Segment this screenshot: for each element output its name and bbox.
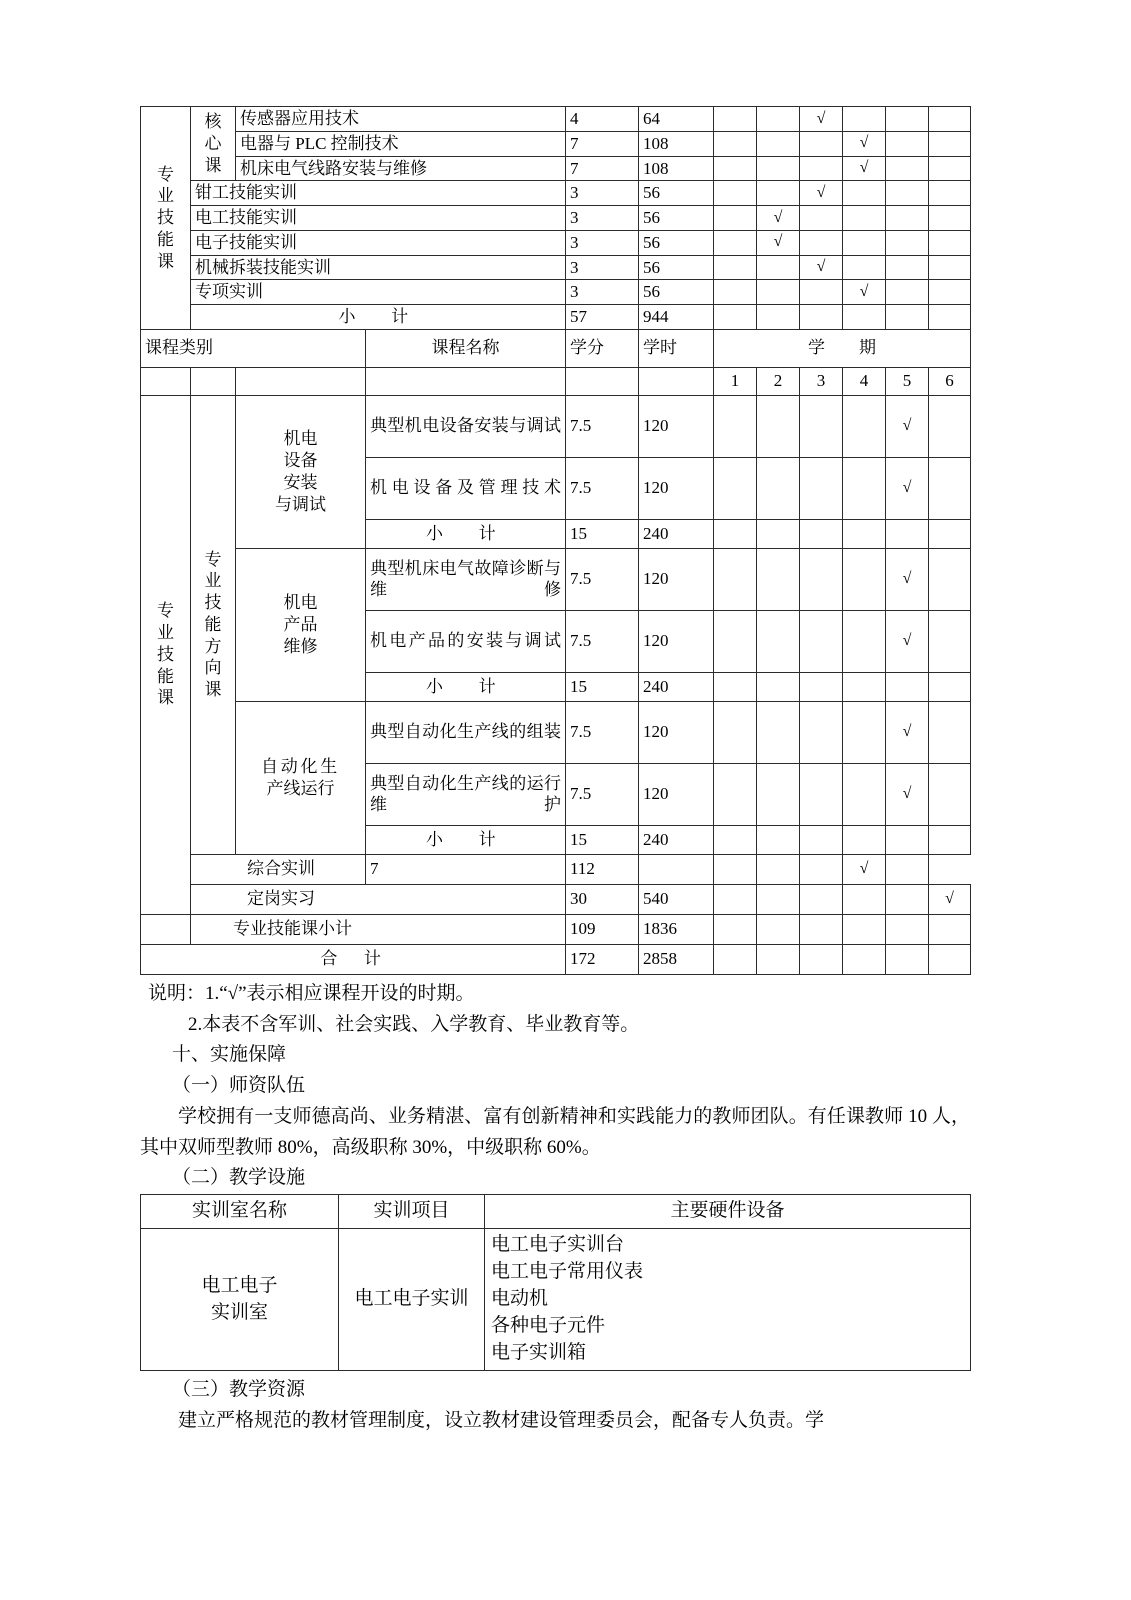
semester-cell-4	[843, 519, 886, 548]
semester-cell-2	[757, 131, 800, 156]
semester-cell-5	[886, 107, 929, 132]
semester-cell-1	[714, 610, 757, 672]
table-row	[141, 854, 971, 884]
semester-cell-3	[757, 854, 800, 884]
semester-cell-2	[757, 701, 800, 763]
course-credits: 3	[566, 181, 639, 206]
semester-cell-6	[929, 519, 971, 548]
course-credits: 3	[566, 206, 639, 231]
semester-cell-2	[757, 548, 800, 610]
semester-cell-1	[714, 156, 757, 181]
subsection-heading-1: （一）师资队伍	[172, 1075, 306, 1097]
grand-total-label: 合 计	[141, 944, 566, 974]
semester-cell-5: √	[843, 854, 886, 884]
table-row	[141, 255, 971, 280]
semester-cell-5	[886, 914, 929, 944]
semester-cell-6	[929, 610, 971, 672]
semester-cell-4	[843, 305, 886, 330]
semester-cell-4	[843, 548, 886, 610]
table-subheader-row	[141, 367, 971, 395]
course-credits: 7.5	[566, 548, 639, 610]
equipment-item: 电工电子实训台	[491, 1234, 625, 1256]
semester-cell-2	[757, 280, 800, 305]
semester-cell-3	[800, 763, 843, 825]
semester-cell-5	[886, 255, 929, 280]
course-name: 机电产品的安装与调试	[366, 610, 566, 672]
table-row-subtotal	[141, 914, 971, 944]
semester-cell-5	[886, 156, 929, 181]
course-name: 电工技能实训	[191, 206, 566, 231]
grand-total-hours: 2858	[639, 944, 714, 974]
header-course-name: 课程名称	[366, 329, 566, 367]
semester-cell-5: √	[886, 701, 929, 763]
header-hours: 学时	[639, 329, 714, 367]
header-semester-5: 5	[886, 367, 929, 395]
category-cell-core: 专 业 技 能 课	[141, 107, 191, 330]
semester-cell-3	[800, 206, 843, 231]
course-credits: 3	[566, 255, 639, 280]
semester-cell-5	[886, 519, 929, 548]
semester-cell-4	[843, 825, 886, 854]
subtotal-label: 专业技能课小计	[191, 914, 566, 944]
semester-cell-5	[886, 181, 929, 206]
header-semester-6: 6	[929, 367, 971, 395]
semester-cell-6	[929, 230, 971, 255]
semester-cell-2	[757, 763, 800, 825]
course-name: 综合实训	[191, 854, 366, 884]
semester-cell-3	[800, 884, 843, 914]
semester-cell-3	[800, 944, 843, 974]
semester-cell-6	[929, 181, 971, 206]
header-spacer-a	[141, 367, 191, 395]
table-row-subtotal	[141, 305, 971, 330]
semester-cell-4	[800, 854, 843, 884]
semester-cell-2	[757, 519, 800, 548]
course-credits: 7.5	[566, 457, 639, 519]
semester-cell-2	[757, 672, 800, 701]
semester-cell-6	[929, 156, 971, 181]
course-hours: 540	[639, 884, 714, 914]
semester-cell-4	[843, 206, 886, 231]
header-semester-3: 3	[800, 367, 843, 395]
course-name: 典型机床电气故障诊断与维修	[366, 548, 566, 610]
semester-cell-2	[757, 107, 800, 132]
course-credits: 7	[566, 131, 639, 156]
course-name: 典型自动化生产线的组装	[366, 701, 566, 763]
semester-cell-6	[929, 548, 971, 610]
semester-cell-6	[929, 395, 971, 457]
course-name: 专项实训	[191, 280, 566, 305]
semester-cell-2	[757, 181, 800, 206]
semester-cell-5: √	[886, 548, 929, 610]
semester-cell-1	[714, 107, 757, 132]
note-line-2: 2.本表不含军训、社会实践、入学教育、毕业教育等。	[188, 1013, 640, 1035]
semester-cell-1	[714, 825, 757, 854]
subtotal-credits: 57	[566, 305, 639, 330]
subtotal-label: 小 计	[366, 672, 566, 701]
course-name: 传感器应用技术	[236, 107, 566, 132]
facility-room-name: 电工电子 实训室	[141, 1229, 339, 1371]
semester-cell-3	[800, 457, 843, 519]
header-spacer-b	[191, 367, 236, 395]
table-row	[141, 156, 971, 181]
table-row	[141, 181, 971, 206]
direction-name-1: 机电 设备 安装 与调试	[236, 395, 366, 548]
semester-cell-3	[800, 230, 843, 255]
header-semester-1: 1	[714, 367, 757, 395]
direction-name-3: 自动化生 产线运行	[236, 701, 366, 854]
section-heading-10: 十、实施保障	[172, 1044, 287, 1066]
table-row	[141, 701, 971, 763]
semester-cell-6	[929, 944, 971, 974]
subtotal-hours: 240	[639, 672, 714, 701]
semester-cell-4	[843, 230, 886, 255]
semester-cell-3: √	[800, 255, 843, 280]
semester-cell-1	[714, 944, 757, 974]
semester-cell-2	[757, 395, 800, 457]
course-hours: 56	[639, 255, 714, 280]
table-header-row	[141, 329, 971, 367]
semester-cell-3	[800, 280, 843, 305]
semester-cell-1	[714, 914, 757, 944]
semester-cell-3	[800, 131, 843, 156]
course-name: 机械拆装技能实训	[191, 255, 566, 280]
semester-cell-5	[886, 884, 929, 914]
semester-cell-4: √	[843, 156, 886, 181]
semester-cell-3	[800, 395, 843, 457]
header-credits: 学分	[566, 329, 639, 367]
semester-cell-3	[800, 701, 843, 763]
subtotal-label: 小 计	[366, 519, 566, 548]
semester-cell-1	[714, 305, 757, 330]
semester-cell-6: √	[929, 884, 971, 914]
semester-cell-4	[843, 763, 886, 825]
subsection-heading-3: （三）教学资源	[172, 1378, 306, 1400]
header-spacer-c	[236, 367, 366, 395]
course-hours: 56	[639, 181, 714, 206]
course-hours: 120	[639, 457, 714, 519]
semester-cell-4	[843, 884, 886, 914]
facility-header-room: 实训室名称	[141, 1195, 339, 1229]
semester-cell-5	[886, 672, 929, 701]
semester-cell-6	[929, 914, 971, 944]
facility-header-row	[141, 1195, 971, 1229]
subtotal-hours: 944	[639, 305, 714, 330]
semester-cell-5	[886, 305, 929, 330]
semester-cell-4: √	[843, 280, 886, 305]
subsection-body-3: 建立严格规范的教材管理制度，设立教材建设管理委员会，配备专人负责。学	[178, 1409, 825, 1431]
semester-cell-5	[886, 206, 929, 231]
semester-cell-5	[886, 131, 929, 156]
semester-cell-2	[714, 854, 757, 884]
course-hours: 108	[639, 131, 714, 156]
semester-cell-4	[843, 610, 886, 672]
semester-cell-2	[757, 610, 800, 672]
course-credits: 30	[566, 884, 639, 914]
course-credits: 7	[566, 156, 639, 181]
semester-cell-3	[800, 305, 843, 330]
semester-cell-2: √	[757, 230, 800, 255]
semester-cell-3: √	[800, 107, 843, 132]
facility-project: 电工电子实训	[339, 1229, 485, 1371]
semester-cell-6	[929, 672, 971, 701]
subtotal-hours: 1836	[639, 914, 714, 944]
equipment-item: 电工电子常用仪表	[491, 1261, 644, 1283]
semester-cell-3	[800, 825, 843, 854]
semester-cell-6	[929, 255, 971, 280]
semester-cell-1	[714, 701, 757, 763]
semester-cell-6	[929, 763, 971, 825]
semester-cell-6	[929, 280, 971, 305]
semester-cell-2	[757, 255, 800, 280]
table-row	[141, 131, 971, 156]
semester-cell-1	[714, 131, 757, 156]
table-row	[141, 395, 971, 457]
semester-cell-1	[714, 457, 757, 519]
semester-cell-1	[714, 230, 757, 255]
course-name: 电子技能实训	[191, 230, 566, 255]
document-page	[140, 0, 970, 1436]
facility-table	[140, 1194, 971, 1371]
semester-cell-4	[843, 395, 886, 457]
semester-cell-2	[757, 825, 800, 854]
subtotal-spacer	[141, 914, 191, 944]
table-row	[141, 230, 971, 255]
semester-cell-5: √	[886, 610, 929, 672]
semester-cell-5: √	[886, 457, 929, 519]
header-semester-2: 2	[757, 367, 800, 395]
semester-cell-4: √	[843, 131, 886, 156]
semester-cell-1	[714, 548, 757, 610]
semester-cell-2	[757, 457, 800, 519]
subsection-body-1: 学校拥有一支师德高尚、业务精湛、富有创新精神和实践能力的教师团队。有任课教师 10 人，其中双师型教师 80%，高级职称 30%，中级职称 60%。	[140, 1105, 970, 1158]
course-credits: 7.5	[566, 763, 639, 825]
semester-cell-6	[886, 854, 929, 884]
semester-cell-6	[929, 701, 971, 763]
header-category: 课程类别	[141, 329, 366, 367]
course-hours: 56	[639, 230, 714, 255]
subtotal-credits: 15	[566, 825, 639, 854]
semester-cell-5	[886, 944, 929, 974]
semester-cell-1	[714, 280, 757, 305]
semester-cell-6	[929, 457, 971, 519]
header-spacer-credits	[566, 367, 639, 395]
facility-header-project: 实训项目	[339, 1195, 485, 1229]
semester-cell-6	[929, 131, 971, 156]
direction-name-2: 机电 产品 维修	[236, 548, 366, 701]
facility-header-equipment: 主要硬件设备	[485, 1195, 971, 1229]
course-hours: 56	[639, 280, 714, 305]
course-credits: 7.5	[566, 610, 639, 672]
course-hours: 120	[639, 763, 714, 825]
semester-cell-1	[714, 395, 757, 457]
course-hours: 64	[639, 107, 714, 132]
semester-cell-3: √	[800, 181, 843, 206]
semester-cell-6	[929, 107, 971, 132]
semester-cell-1	[714, 884, 757, 914]
course-hours: 56	[639, 206, 714, 231]
semester-cell-4	[843, 914, 886, 944]
course-name: 钳工技能实训	[191, 181, 566, 206]
semester-cell-3	[800, 914, 843, 944]
semester-cell-3	[800, 519, 843, 548]
table-row	[141, 280, 971, 305]
course-hours: 112	[566, 854, 639, 884]
course-name: 定岗实习	[191, 884, 566, 914]
semester-cell-3	[800, 548, 843, 610]
table-row	[141, 206, 971, 231]
semester-cell-2: √	[757, 206, 800, 231]
semester-cell-1	[714, 206, 757, 231]
semester-cell-1	[714, 672, 757, 701]
course-name: 机床电气线路安装与维修	[236, 156, 566, 181]
semester-cell-5	[886, 230, 929, 255]
semester-cell-4	[843, 457, 886, 519]
note-line-1: 说明：1.“√”表示相应课程开设的时期。	[148, 982, 475, 1004]
semester-cell-5: √	[886, 763, 929, 825]
semester-cell-6	[929, 206, 971, 231]
table-row	[141, 884, 971, 914]
header-semester-4: 4	[843, 367, 886, 395]
subgroup-cell-direction: 专 业 技 能 方 向 课	[191, 395, 236, 854]
equipment-item: 电子实训箱	[491, 1341, 587, 1363]
course-credits: 3	[566, 230, 639, 255]
semester-cell-2	[757, 884, 800, 914]
category-cell-skills: 专 业 技 能 课	[141, 395, 191, 914]
semester-cell-4	[843, 255, 886, 280]
header-spacer-hours	[639, 367, 714, 395]
course-name: 机电设备及管理技术	[366, 457, 566, 519]
semester-cell-2	[757, 944, 800, 974]
semester-cell-1	[714, 181, 757, 206]
subtotal-label: 小 计	[191, 305, 566, 330]
semester-cell-2	[757, 156, 800, 181]
semester-cell-4	[843, 181, 886, 206]
equipment-item: 电动机	[491, 1288, 549, 1310]
subtotal-hours: 240	[639, 519, 714, 548]
table-row	[141, 548, 971, 610]
semester-cell-1	[714, 763, 757, 825]
header-semester-group: 学 期	[714, 329, 971, 367]
table-row	[141, 107, 971, 132]
semester-cell-6	[929, 305, 971, 330]
course-credits: 4	[566, 107, 639, 132]
semester-cell-6	[929, 825, 971, 854]
course-credits: 3	[566, 280, 639, 305]
subgroup-cell-core: 核 心 课	[191, 107, 236, 181]
grand-total-credits: 172	[566, 944, 639, 974]
equipment-item: 各种电子元件	[491, 1315, 606, 1337]
subtotal-credits: 109	[566, 914, 639, 944]
subtotal-credits: 15	[566, 519, 639, 548]
semester-cell-5	[886, 825, 929, 854]
course-name: 典型机电设备安装与调试	[366, 395, 566, 457]
course-name: 典型自动化生产线的运行维护	[366, 763, 566, 825]
semester-cell-4	[843, 944, 886, 974]
semester-cell-4	[843, 107, 886, 132]
course-hours: 108	[639, 156, 714, 181]
semester-cell-5	[886, 280, 929, 305]
semester-cell-1	[639, 854, 714, 884]
semester-cell-3	[800, 156, 843, 181]
semester-cell-2	[757, 305, 800, 330]
semester-cell-4	[843, 672, 886, 701]
subtotal-hours: 240	[639, 825, 714, 854]
semester-cell-1	[714, 519, 757, 548]
course-credits: 7.5	[566, 701, 639, 763]
course-credits: 7.5	[566, 395, 639, 457]
course-hours: 120	[639, 610, 714, 672]
semester-cell-5: √	[886, 395, 929, 457]
table-row-total	[141, 944, 971, 974]
semester-cell-3	[800, 610, 843, 672]
semester-cell-3	[800, 672, 843, 701]
facility-equipment-list	[485, 1229, 971, 1371]
facility-row	[141, 1229, 971, 1371]
course-hours: 120	[639, 395, 714, 457]
curriculum-table	[140, 106, 971, 975]
semester-cell-1	[714, 255, 757, 280]
subtotal-credits: 15	[566, 672, 639, 701]
course-hours: 120	[639, 548, 714, 610]
subtotal-label: 小 计	[366, 825, 566, 854]
course-hours: 120	[639, 701, 714, 763]
semester-cell-2	[757, 914, 800, 944]
subsection-heading-2: （二）教学设施	[172, 1167, 306, 1189]
course-name: 电器与 PLC 控制技术	[236, 131, 566, 156]
header-spacer-d	[366, 367, 566, 395]
semester-cell-4	[843, 701, 886, 763]
course-credits: 7	[366, 854, 566, 884]
